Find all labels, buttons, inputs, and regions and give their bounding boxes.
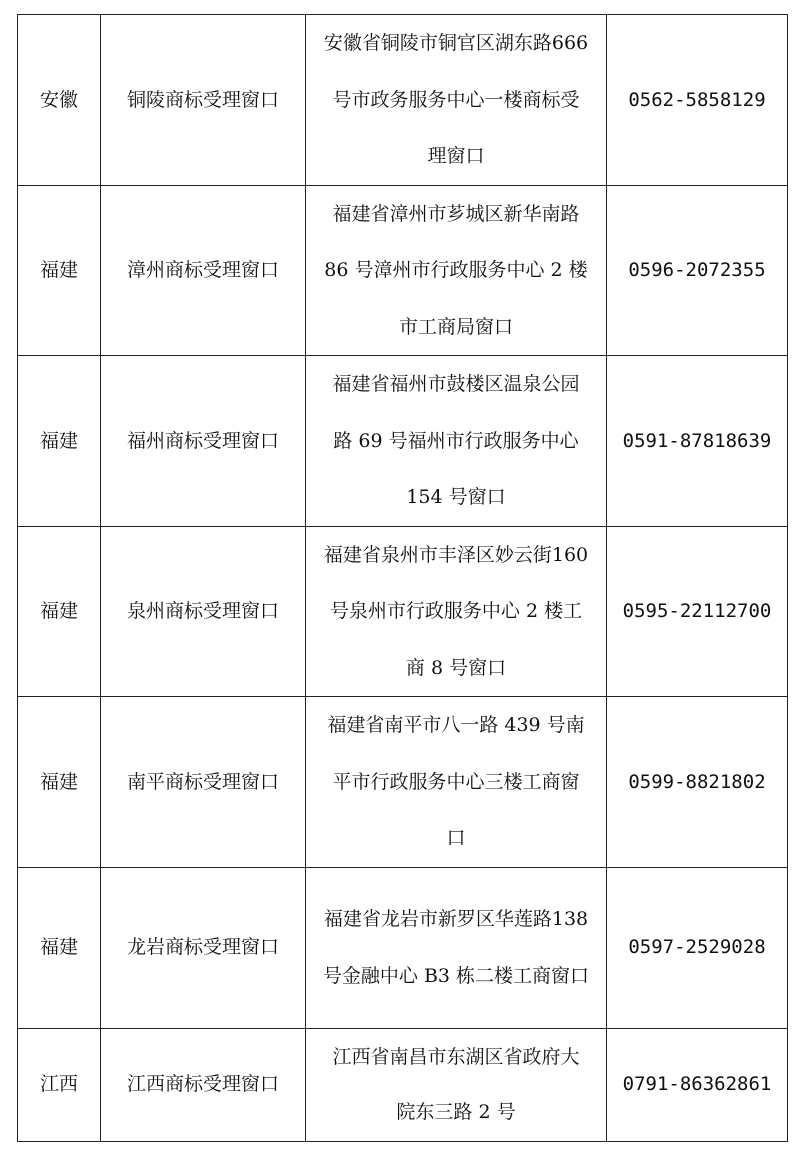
province-cell: 福建 [18, 526, 101, 697]
address-cell [306, 356, 607, 527]
address-cell [306, 697, 607, 868]
window-name-cell: 南平商标受理窗口 [101, 697, 306, 868]
address-line: 口 [446, 827, 466, 849]
address-line: 福建省南平市八一路 439 号南 [327, 714, 585, 736]
address-line: 院东三路 2 号 [396, 1100, 516, 1123]
window-name-cell: 福州商标受理窗口 [101, 356, 306, 527]
window-name-cell: 漳州商标受理窗口 [101, 185, 306, 356]
province-cell: 福建 [18, 697, 101, 868]
phone-cell: 0595-22112700 [607, 526, 788, 697]
phone-cell: 0591-87818639 [607, 356, 788, 527]
trademark-window-table [17, 14, 788, 1142]
table-row [18, 526, 788, 697]
table-row [18, 356, 788, 527]
table-row [18, 697, 788, 868]
window-name-cell: 龙岩商标受理窗口 [101, 867, 306, 1028]
address-cell [306, 185, 607, 356]
address-line: 平市行政服务中心三楼工商窗 [332, 770, 580, 793]
address-line: 路 69 号福州市行政服务中心 [333, 429, 579, 452]
address-line: 安徽省铜陵市铜官区湖东路666 [323, 32, 589, 54]
province-cell: 福建 [18, 185, 101, 356]
province-cell: 福建 [18, 867, 101, 1028]
document-page [17, 14, 775, 1142]
address-line: 市工商局窗口 [398, 315, 513, 338]
address-cell [306, 15, 607, 186]
address-line: 86 号漳州市行政服务中心 2 楼 [324, 259, 588, 281]
table-row [18, 15, 788, 186]
table-row [18, 867, 788, 1028]
phone-cell: 0597-2529028 [607, 867, 788, 1028]
window-name-cell: 江西商标受理窗口 [101, 1028, 306, 1141]
window-name-cell: 泉州商标受理窗口 [101, 526, 306, 697]
address-cell [306, 526, 607, 697]
phone-cell: 0596-2072355 [607, 185, 788, 356]
province-cell: 江西 [18, 1028, 101, 1141]
phone-cell: 0599-8821802 [607, 697, 788, 868]
province-cell: 福建 [18, 356, 101, 527]
address-line: 福建省漳州市芗城区新华南路 [332, 202, 580, 225]
province-cell: 安徽 [18, 15, 101, 186]
address-line: 理窗口 [427, 145, 485, 167]
table-row [18, 185, 788, 356]
address-line: 号泉州市行政服务中心 2 楼工 [329, 600, 583, 622]
address-line: 号市政务服务中心一楼商标受 [332, 88, 580, 111]
address-line: 福建省福州市鼓楼区温泉公园 [332, 373, 580, 395]
address-line: 江西省南昌市东湖区省政府大 [332, 1045, 580, 1068]
address-line: 号金融中心 B3 栋二楼工商窗口 [322, 964, 590, 987]
address-line: 福建省泉州市丰泽区妙云街160 [323, 543, 589, 566]
address-cell [306, 867, 607, 1028]
address-line: 福建省龙岩市新罗区华莲路138 [323, 908, 589, 930]
address-line: 商 8 号窗口 [405, 656, 507, 679]
phone-cell: 0791-86362861 [607, 1028, 788, 1141]
address-cell [306, 1028, 607, 1141]
table-row [18, 1028, 788, 1141]
phone-cell: 0562-5858129 [607, 15, 788, 186]
window-name-cell: 铜陵商标受理窗口 [101, 15, 306, 186]
address-line: 154 号窗口 [406, 486, 506, 508]
